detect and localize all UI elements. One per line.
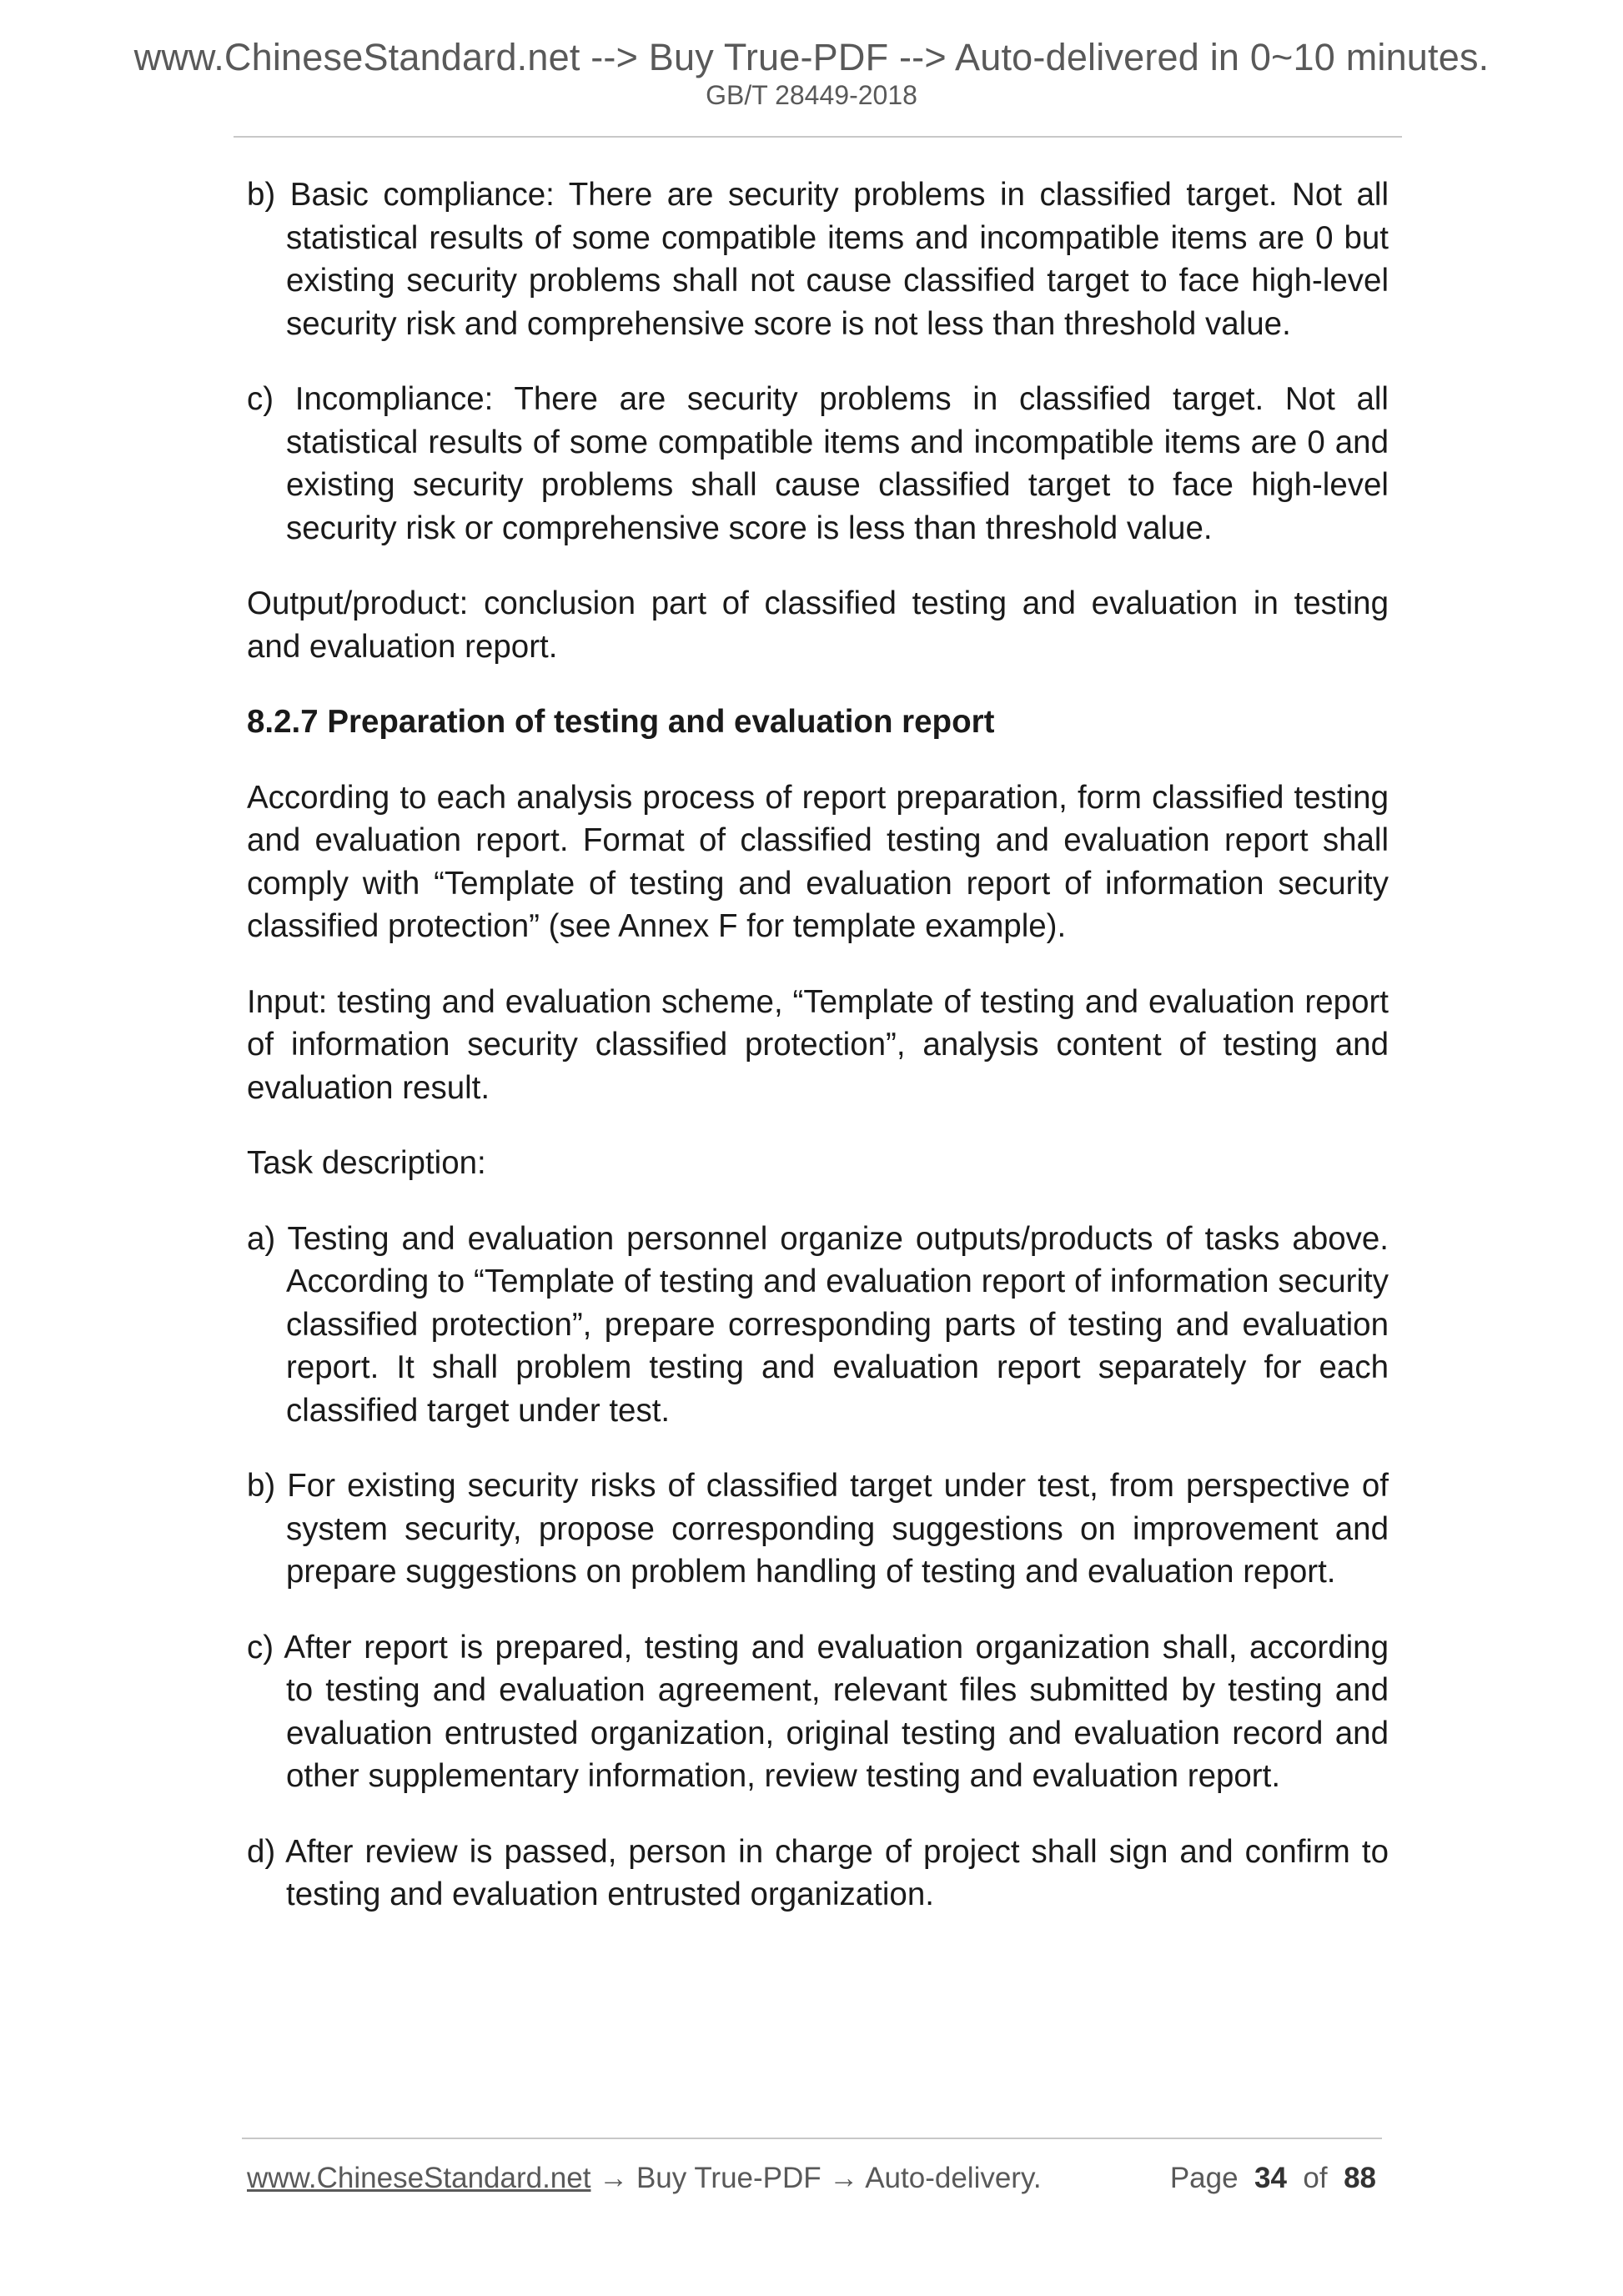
page-indicator: [1170, 2163, 1376, 2193]
standard-code: GB/T 28449-2018: [706, 80, 917, 110]
document-body: [247, 173, 1389, 1949]
footer-site-link[interactable]: www.ChineseStandard.net: [247, 2162, 591, 2194]
task-description-label: Task description:: [247, 1145, 486, 1181]
arrow-icon: →: [829, 2162, 859, 2194]
page-label: Page: [1169, 2162, 1239, 2194]
header-banner: www.ChineseStandard.net --> Buy True-PDF --> Auto-delivered in 0~10 minutes.: [133, 36, 1490, 78]
page-number: 34: [1254, 2162, 1287, 2194]
intro-paragraph: According to each analysis process of report preparation, form classified testing and evaluation report. Format of classified testing and evaluation report shall comply with “Template of testing and evaluation report of information security classified protection” (see Annex F for template example).: [247, 779, 1389, 944]
task-item-b: b) For existing security risks of classified target under test, from perspective of system security, propose corresponding suggestions on improvement and prepare suggestions on problem handling of testing and evaluation report.: [247, 1468, 1389, 1590]
output-product-paragraph: Output/product: conclusion part of classified testing and evaluation in testing and evaluation report.: [247, 585, 1389, 665]
arrow-icon: →: [599, 2162, 629, 2194]
footer-delivery-text: Auto-delivery.: [865, 2162, 1042, 2194]
list-item-basic-compliance: b) Basic compliance: There are security problems in classified target. Not all statistical results of some compatible items and incompatible items are 0 but existing security problems shall not cause classified target to face high-level security risk and comprehensive score is not less than threshold value.: [247, 177, 1389, 342]
footer-buy-text: Buy True-PDF: [636, 2162, 822, 2194]
section-heading: 8.2.7 Preparation of testing and evaluation report: [247, 704, 995, 740]
page-total: 88: [1344, 2162, 1376, 2194]
task-item-d: d) After review is passed, person in charge of project shall sign and confirm to testing and evaluation entrusted organization.: [247, 1833, 1389, 1912]
list-item-incompliance: c) Incompliance: There are security problems in classified target. Not all statistical results of some compatible items and incompatible items are 0 and existing security problems shall cause classified target to face high-level security risk or comprehensive score is less than threshold value.: [247, 381, 1389, 546]
header-divider: [234, 136, 1402, 138]
task-item-a: a) Testing and evaluation personnel organize outputs/products of tasks above. According to “Template of testing and evaluation report of information security classified protection”, prepare corresponding parts of testing and evaluation report. It shall problem testing and evaluation report separately for each classified target under test.: [247, 1220, 1389, 1429]
footer-links: [247, 2163, 1042, 2193]
footer-divider: [242, 2138, 1382, 2139]
task-item-c: c) After report is prepared, testing and evaluation organization shall, according to testing and evaluation agreement, relevant files submitted by testing and evaluation entrusted organization, original testing and evaluation record and other supplementary information, review testing and evaluation report.: [247, 1629, 1389, 1794]
input-paragraph: Input: testing and evaluation scheme, “Template of testing and evaluation report of information security classified protection”, analysis content of testing and evaluation result.: [247, 983, 1389, 1106]
of-label: of: [1303, 2162, 1328, 2194]
